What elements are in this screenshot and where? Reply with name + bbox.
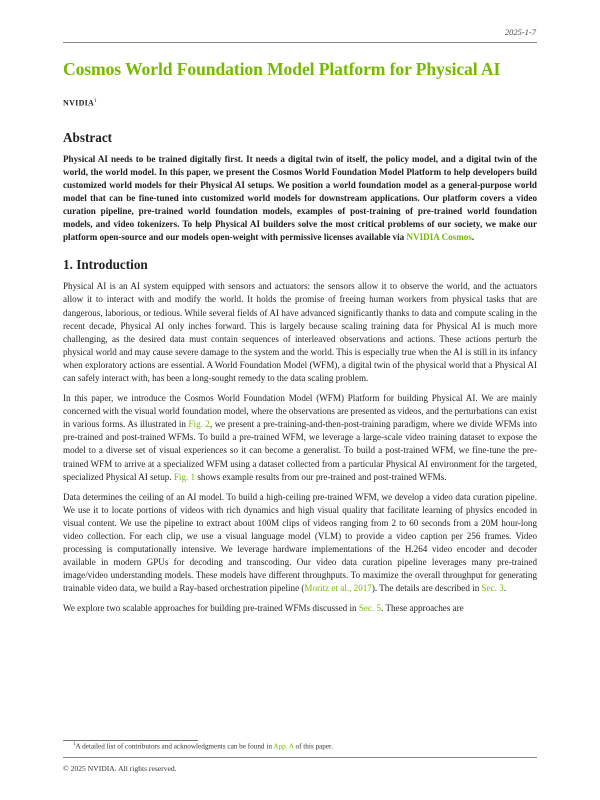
header-rule [63, 42, 537, 43]
intro-paragraph-2: In this paper, we introduce the Cosmos World Foundation Model (WFM) Platform for building Physical AI. We are mainly concerned with the visual world foundation model, where the observations are presented as videos, and the perturbations can exist in various forms. As illustrated in Fig. 2, we present a pre-training-and-then-post-training paradigm, where we divide WFMs into pre-trained and post-trained WFMs. To build a pre-trained WFM, we leverage a large-scale video training dataset to expose the model to a diverse set of visual experiences so it can become a generalist. To build a post-trained WFM, we fine-tune the pre-trained WFM to arrive at a specialized WFM using a dataset collected from a particular Physical AI environment for the targeted, specialized Physical AI setup. Fig. 1 shows example results from our pre-trained and post-trained WFMs. [63, 393, 537, 482]
paper-title: Cosmos World Foundation Model Platform for Physical AI [63, 59, 501, 79]
footnote: $^1$A detailed list of contributors and acknowledgments can be found in App. A of this paper. [73, 742, 333, 751]
author-footnote-mark[interactable]: 1 [94, 98, 98, 104]
abstract-heading: Abstract [63, 129, 113, 145]
footnote-rule [63, 740, 198, 741]
sec-5-ref-link[interactable]: Sec. 5 [358, 603, 382, 614]
abstract-body: Physical AI needs to be trained digitally first. It needs a digital twin of itself, the policy model, and a digital twin of the world, the world model. In this paper, we present the Cosmos World Foundation Model Platform to help developers build customized world models for their Physical AI setups. We position a world foundation model as a general-purpose world model that can be fine-tuned into customized world models for downstream applications. Our platform covers a video curation pipeline, pre-trained world foundation models, examples of post-training of pre-trained world foundation models, and video tokenizers. To help Physical AI builders solve the most critical problems of our society, we make our platform open-source and our models open-weight with permissive licenses available via [63, 153, 537, 243]
footer-rule [63, 757, 537, 758]
page-content [63, 58, 537, 616]
intro-paragraph-4: We explore two scalable approaches for building pre-trained WFMs discussed in Sec. 5. These approaches are [63, 603, 464, 614]
copyright-notice: © 2025 NVIDIA. All rights reserved. [63, 764, 177, 773]
introduction-heading: 1. Introduction [63, 257, 148, 273]
fig-2-ref-link[interactable]: Fig. 2 [188, 419, 210, 430]
citation-moritz-link[interactable]: Moritz et al., 2017 [304, 583, 372, 594]
fig-1-ref-link[interactable]: Fig. 1 [173, 471, 196, 482]
intro-paragraph-3: Data determines the ceiling of an AI model. To build a high-ceiling pre-trained WFM, we develop a video data curation pipeline. We use it to locate portions of videos with rich dynamics and high visual quality that facilitate learning of physics encoded in visual content. We use the pipeline to extract about 100M clips of videos ranging from 2 to 60 seconds from a 20M hour-long video collection. For each clip, we use a visual language model (VLM) to provide a video caption per 256 frames. Video processing is computationally intensive. We leverage hardware implementations of the H.264 video encoder and decoder available in modern GPUs for decoding and transcoding. Our video data curation pipeline leverages many pre-trained image/video understanding models. These models have different throughputs. To maximize the overall throughput for generating trainable video data, we build a Ray-based orchestration pipeline (Moritz et al., 2017). The details are described in Sec. 3. [63, 491, 537, 594]
abstract-text: Physical AI needs to be trained digitally first. It needs a digital twin of itself, the policy model, and a digital twin of the world, the world model. In this paper, we present the Cosmos World Foundation Model Platform to help developers build customized world models for their Physical AI setups. We position a world foundation model as a general-purpose world model that can be fine-tuned into customized world models for downstream applications. Our platform covers a video curation pipeline, pre-trained world foundation models, examples of post-training of pre-trained world foundation models, and video tokenizers. To help Physical AI builders solve the most critical problems of our society, we make our platform open-source and our models open-weight with permissive licenses available via NVIDIA Cosmos. [63, 153, 537, 243]
app-a-ref-link[interactable]: App. A [273, 742, 294, 751]
author-line [63, 98, 537, 108]
author-name: NVIDIA [63, 98, 95, 108]
intro-paragraph-1: Physical AI is an AI system equipped with sensors and actuators: the sensors allow it to observe the world, and the actuators allow it to interact with and modify the world. It holds the promise of freeing human workers from physical tasks that are dangerous, laborious, or tedious. While several fields of AI have advanced significantly thanks to data and compute scaling in the recent decade, Physical AI only inches forward. This is largely because scaling training data for Physical AI is much more challenging, as the desired data must contain sequences of interleaved observations and actions. These actions perturb the physical world and may cause severe damage to the system and the world. This is especially true when the AI is still in its infancy when exploratory actions are essential. A World Foundation Model (WFM), a digital twin of the physical world that a Physical AI can safely interact with, has been a long-sought remedy to the data scaling problem. [63, 281, 537, 383]
sec-3-ref-link[interactable]: Sec. 3 [481, 583, 504, 594]
nvidia-cosmos-link[interactable]: NVIDIA Cosmos [406, 232, 472, 243]
footnote-mark: 1 [73, 742, 76, 747]
paper-date: 2025-1-7 [504, 27, 536, 37]
